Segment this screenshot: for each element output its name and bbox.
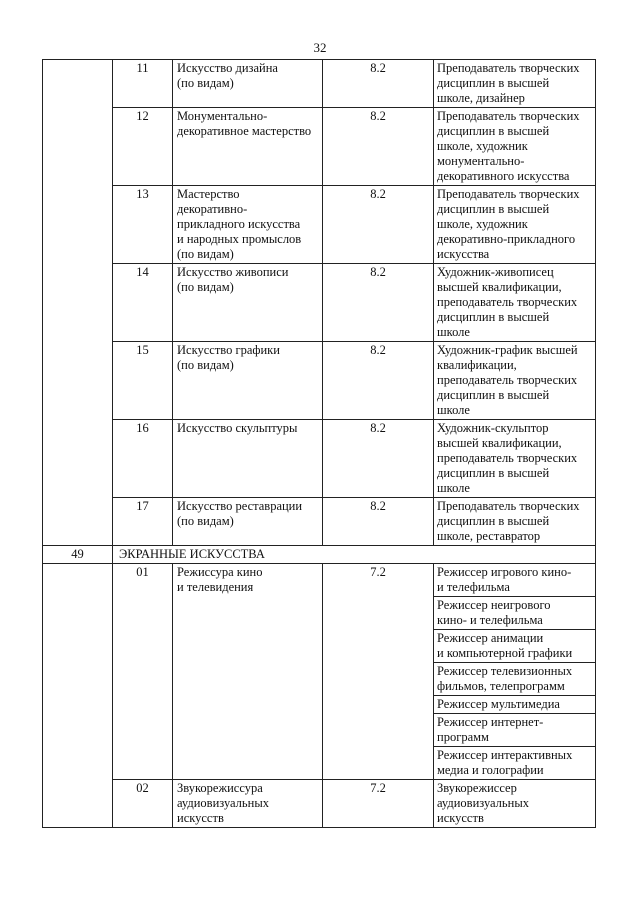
specialty-number: 12 [113,108,173,186]
qualification: Режиссер мультимедиа [434,696,596,714]
specialty-name: Искусство скульптуры [173,420,323,498]
education-level-code: 8.2 [323,498,434,546]
qualification: Художник-скульптор высшей квалификации, преподаватель творческих дисциплин в высшей школе [434,420,596,498]
education-level-code: 7.2 [323,780,434,828]
table-row [43,564,596,597]
table-row [43,342,596,420]
qualification: Режиссер игрового кино- и телефильма [434,564,596,597]
table-row [43,60,596,108]
qualification: Режиссер неигрового кино- и телефильма [434,597,596,630]
group-blank-cell [43,564,113,828]
table-row [43,264,596,342]
group-header-row [43,546,596,564]
table-row [43,108,596,186]
specialty-name: Искусство реставрации (по видам) [173,498,323,546]
education-level-code: 8.2 [323,60,434,108]
qualification: Преподаватель творческих дисциплин в высшей школе, художник декоративно-прикладного искусства [434,186,596,264]
specialties-table [42,59,596,828]
specialty-name: Искусство живописи (по видам) [173,264,323,342]
specialty-number: 16 [113,420,173,498]
qualification: Режиссер интернет- программ [434,714,596,747]
education-level-code: 7.2 [323,564,434,780]
table-row [43,498,596,546]
specialty-name: Режиссура кино и телевидения [173,564,323,780]
group-blank-cell [43,60,113,546]
qualification: Художник-живописец высшей квалификации, преподаватель творческих дисциплин в высшей школе [434,264,596,342]
education-level-code: 8.2 [323,186,434,264]
education-level-code: 8.2 [323,264,434,342]
specialty-number: 13 [113,186,173,264]
qualification: Режиссер телевизионных фильмов, телепрограмм [434,663,596,696]
specialty-name: Мастерство декоративно- прикладного искусства и народных промыслов (по видам) [173,186,323,264]
qualification: Преподаватель творческих дисциплин в высшей школе, художник монументально- декоративного искусства [434,108,596,186]
page-number: 32 [313,40,327,55]
table-row [43,420,596,498]
education-level-code: 8.2 [323,420,434,498]
table-row [43,186,596,264]
specialty-number: 17 [113,498,173,546]
specialty-number: 11 [113,60,173,108]
specialty-name: Монументально- декоративное мастерство [173,108,323,186]
qualification: Звукорежиссер аудиовизуальных искусств [434,780,596,828]
qualification: Художник-график высшей квалификации, преподаватель творческих дисциплин в высшей школе [434,342,596,420]
specialty-name: Искусство графики (по видам) [173,342,323,420]
table-row [43,780,596,828]
education-level-code: 8.2 [323,108,434,186]
specialty-name: Звукорежиссура аудиовизуальных искусств [173,780,323,828]
education-level-code: 8.2 [323,342,434,420]
qualification: Преподаватель творческих дисциплин в высшей школе, дизайнер [434,60,596,108]
group-title: ЭКРАННЫЕ ИСКУССТВА [113,546,596,564]
specialty-number: 14 [113,264,173,342]
group-number: 49 [43,546,113,564]
qualification: Режиссер анимации и компьютерной графики [434,630,596,663]
specialty-name: Искусство дизайна (по видам) [173,60,323,108]
specialty-number: 15 [113,342,173,420]
specialty-number: 01 [113,564,173,780]
specialty-number: 02 [113,780,173,828]
qualification: Режиссер интерактивных медиа и голографии [434,747,596,780]
qualification: Преподаватель творческих дисциплин в высшей школе, реставратор [434,498,596,546]
